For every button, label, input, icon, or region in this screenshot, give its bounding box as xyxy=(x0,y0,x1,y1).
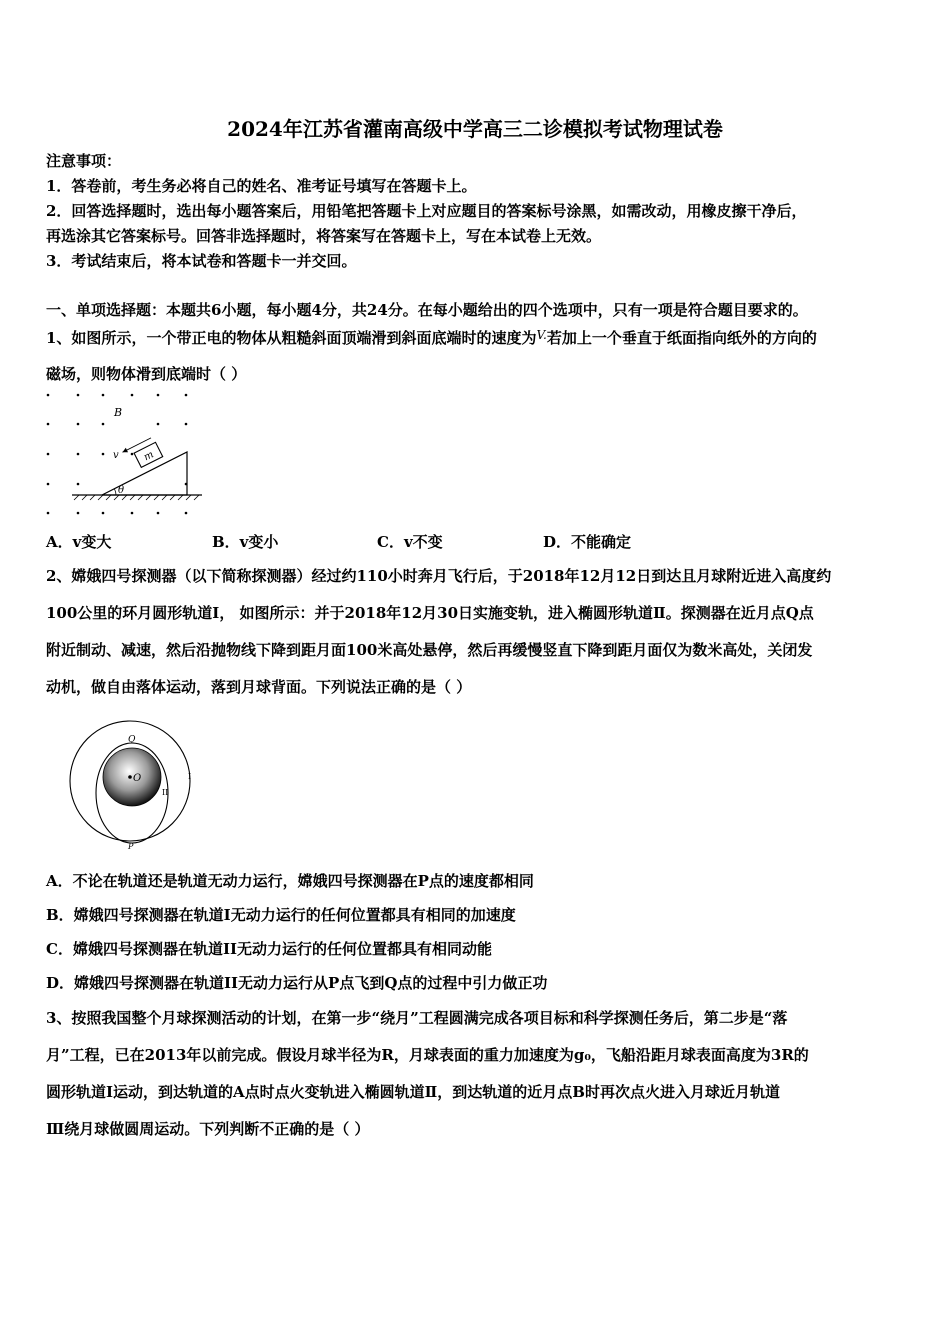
q1-velocity-symbol: V. xyxy=(536,328,547,342)
q1-option-b: B．v变小 xyxy=(212,533,279,551)
q2-stem-line: 100公里的环月圆形轨道Ⅰ， 如图所示：并于2018年12月30日实施变轨，进入椭圆形轨道Ⅱ。探测器在近月点Q点 xyxy=(46,604,814,622)
q1-option-c: C．v不变 xyxy=(377,533,443,551)
point-label-P: P xyxy=(128,842,134,851)
q3-stem-line: 月”工程，已在2013年以前完成。假设月球半径为R，月球表面的重力加速度为g₀，飞船沿距月球表面高度为3R的 xyxy=(46,1046,809,1064)
q3-stem-line: 圆形轨道Ⅰ运动，到达轨道的A点时点火变轨进入椭圆轨道Ⅱ，到达轨道的近月点B时再次点火进入月球近月轨道 xyxy=(46,1083,780,1101)
q2-stem-line: 动机，做自由落体运动，落到月球背面。下列说法正确的是（ ） xyxy=(46,678,472,696)
q2-option-c: C．嫦娥四号探测器在轨道II无动力运行的任何位置都具有相同动能 xyxy=(46,940,492,958)
center-label-O: O xyxy=(133,773,142,784)
q1-incline-figure xyxy=(40,385,210,520)
moon-center-dot xyxy=(128,775,132,779)
angle-arc xyxy=(115,489,117,495)
ground-hatch xyxy=(74,495,199,500)
q3-stem-line: Ⅲ绕月球做圆周运动。下列判断不正确的是（ ） xyxy=(46,1120,370,1138)
section-heading: 一、单项选择题：本题共6小题，每小题4分，共24分。在每小题给出的四个选项中，只有一项是符合题目要求的。 xyxy=(46,301,808,319)
moon xyxy=(103,748,161,806)
orbit-label-II: II xyxy=(162,788,169,797)
notice-item: 1．答卷前，考生务必将自己的姓名、准考证号填写在答题卡上。 xyxy=(46,177,477,195)
q2-option-b: B．嫦娥四号探测器在轨道I无动力运行的任何位置都具有相同的加速度 xyxy=(46,906,516,924)
page-title: 2024年江苏省灌南高级中学高三二诊模拟考试物理试卷 xyxy=(227,117,723,141)
orbit-label-I: I xyxy=(188,772,192,781)
angle-label-theta: θ xyxy=(118,485,125,496)
notice-item: 3．考试结束后，将本试卷和答题卡一并交回。 xyxy=(46,252,357,270)
q2-stem-line: 2、嫦娥四号探测器（以下简称探测器）经过约110小时奔月飞行后，于2018年12月12日到达且月球附近进入高度约 xyxy=(46,567,832,585)
point-label-Q: Q xyxy=(128,735,136,745)
notice-item: 再选涂其它答案标号。回答非选择题时，将答案写在答题卡上，写在本试卷上无效。 xyxy=(46,227,602,245)
q1-option-d: D．不能确定 xyxy=(543,533,632,551)
velocity-label-v: v xyxy=(113,450,119,461)
notice-heading: 注意事项： xyxy=(46,152,122,170)
notice-item: 2．回答选择题时，选出每小题答案后，用铅笔把答题卡上对应题目的答案标号涂黑，如需改动，用橡皮擦干净后， xyxy=(46,202,807,220)
q2-option-a: A．不论在轨道还是轨道无动力运行，嫦娥四号探测器在P点的速度都相同 xyxy=(46,872,534,890)
q1-stem-pre: 1、如图所示，一个带正电的物体从粗糙斜面顶端滑到斜面底端时的速度为 xyxy=(46,329,537,347)
q2-stem-line: 附近制动、减速，然后沿抛物线下降到距月面100米高处悬停，然后再缓慢竖直下降到距月面仅为数米高处，关闭发 xyxy=(46,641,813,659)
q1-option-a: A．v变大 xyxy=(46,533,112,551)
q3-stem-line: 3、按照我国整个月球探测活动的计划，在第一步“绕月”工程圆满完成各项目标和科学探测任务后，第二步是“落 xyxy=(46,1009,788,1027)
q1-stem-line2: 磁场，则物体滑到底端时（ ） xyxy=(46,365,247,383)
block-label-m: m xyxy=(142,449,156,464)
q2-option-d: D．嫦娥四号探测器在轨道II无动力运行从P点飞到Q点的过程中引力做正功 xyxy=(46,974,548,992)
sliding-block xyxy=(121,435,162,472)
q1-stem-line1 xyxy=(46,325,817,348)
q2-orbit-figure xyxy=(60,713,205,853)
q1-stem-post: 若加上一个垂直于纸面指向纸外的方向的 xyxy=(546,329,817,347)
field-label-B: B xyxy=(114,406,123,419)
